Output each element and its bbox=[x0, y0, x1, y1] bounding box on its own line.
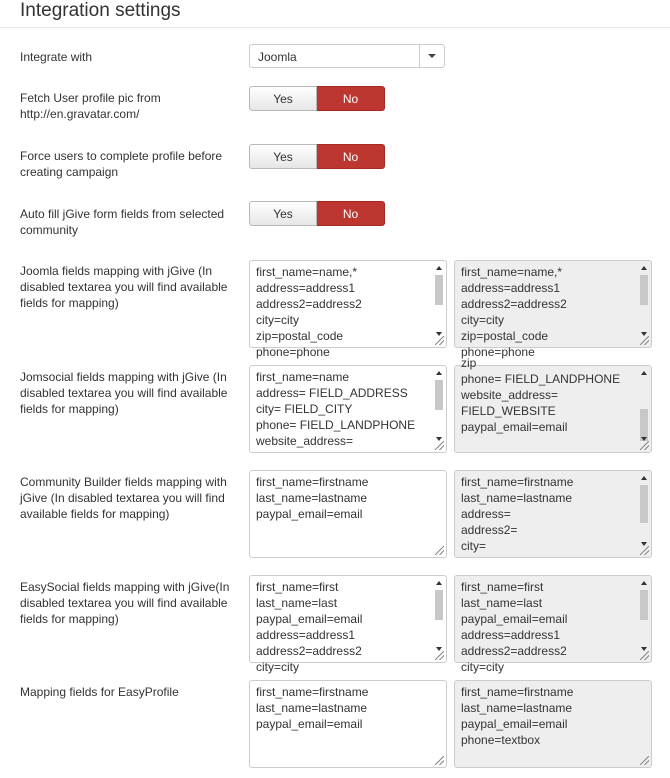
jomsocial-mapping-textarea[interactable] bbox=[249, 365, 447, 453]
easyprofile-mapping-text: first_name=firstname last_name=lastname paypal_email=email bbox=[256, 685, 369, 731]
resize-handle-icon bbox=[640, 651, 649, 660]
jomsocial-mapping-text: first_name=name address= FIELD_ADDRESS city= FIELD_CITY phone= FIELD_LANDPHONE website_address= bbox=[256, 370, 416, 448]
community-builder-mapping-textarea[interactable] bbox=[249, 470, 447, 558]
resize-handle-icon bbox=[640, 546, 649, 555]
dropdown-arrow-icon[interactable] bbox=[419, 45, 444, 67]
integrate-with-select[interactable] bbox=[249, 44, 445, 68]
resize-handle-icon[interactable] bbox=[435, 756, 444, 765]
easysocial-mapping-label: EasySocial fields mapping with jGive(In disabled textarea you will find available fields for mapping) bbox=[20, 580, 230, 626]
scrollbar[interactable] bbox=[433, 262, 445, 338]
joomla-mapping-label: Joomla fields mapping with jGive (In disabled textarea you will find available fields for mapping) bbox=[20, 264, 228, 310]
auto-fill-label: Auto fill jGive form fields from selected community bbox=[20, 207, 225, 237]
scrollbar[interactable] bbox=[638, 577, 650, 653]
easyprofile-available-fields-textarea bbox=[454, 680, 652, 768]
auto-fill-no-button[interactable]: No bbox=[317, 201, 385, 226]
joomla-mapping-textarea[interactable] bbox=[249, 260, 447, 359]
joomla-available-fields-textarea bbox=[454, 260, 652, 359]
scrollbar[interactable] bbox=[433, 577, 445, 653]
resize-handle-icon bbox=[640, 756, 649, 765]
easyprofile-mapping-label: Mapping fields for EasyProfile bbox=[20, 685, 179, 699]
joomla-available-fields-text: first_name=name,* address=address1 address2=address2 city=city zip=postal_code phone=phone bbox=[461, 265, 567, 359]
fetch-profile-pic-no-button[interactable]: No bbox=[317, 86, 385, 111]
force-complete-profile-yes-button[interactable]: Yes bbox=[249, 144, 317, 169]
easysocial-available-fields-textarea bbox=[454, 575, 652, 674]
resize-handle-icon bbox=[640, 441, 649, 450]
fetch-profile-pic-label: Fetch User profile pic from http://en.gravatar.com/ bbox=[20, 91, 161, 121]
jomsocial-available-fields-text: zip phone= FIELD_LANDPHONE website_address= FIELD_WEBSITE paypal_email=email bbox=[461, 356, 621, 434]
fetch-profile-pic-yes-button[interactable]: Yes bbox=[249, 86, 317, 111]
easysocial-mapping-textarea[interactable] bbox=[249, 575, 447, 674]
resize-handle-icon[interactable] bbox=[435, 546, 444, 555]
force-complete-profile-toggle[interactable] bbox=[249, 144, 386, 169]
easysocial-mapping-text: first_name=first last_name=last paypal_email=email address=address1 address2=address2 city=city bbox=[256, 580, 363, 674]
fetch-profile-pic-toggle[interactable] bbox=[249, 86, 386, 111]
force-complete-profile-no-button[interactable]: No bbox=[317, 144, 385, 169]
resize-handle-icon[interactable] bbox=[435, 441, 444, 450]
easyprofile-available-fields-text: first_name=firstname last_name=lastname paypal_email=email phone=textbox bbox=[461, 685, 574, 747]
resize-handle-icon[interactable] bbox=[435, 651, 444, 660]
community-builder-available-fields-textarea bbox=[454, 470, 652, 558]
section-title: Integration settings bbox=[20, 0, 181, 21]
scrollbar[interactable] bbox=[638, 472, 650, 548]
integrate-with-label: Integrate with bbox=[20, 50, 93, 64]
community-builder-available-fields-text: first_name=firstname last_name=lastname address= address2= city= bbox=[461, 475, 574, 553]
force-complete-profile-label: Force users to complete profile before creating campaign bbox=[20, 149, 223, 179]
jomsocial-mapping-label: Jomsocial fields mapping with jGive (In disabled textarea you will find available fields for mapping) bbox=[20, 370, 228, 416]
scrollbar[interactable] bbox=[433, 367, 445, 443]
auto-fill-yes-button[interactable]: Yes bbox=[249, 201, 317, 226]
community-builder-mapping-text: first_name=firstname last_name=lastname paypal_email=email bbox=[256, 475, 369, 521]
title-divider bbox=[0, 27, 670, 28]
integrate-with-value: Joomla bbox=[258, 50, 297, 64]
resize-handle-icon[interactable] bbox=[435, 336, 444, 345]
scrollbar[interactable] bbox=[638, 262, 650, 338]
easyprofile-mapping-textarea[interactable] bbox=[249, 680, 447, 768]
resize-handle-icon bbox=[640, 336, 649, 345]
jomsocial-available-fields-textarea bbox=[454, 356, 652, 453]
auto-fill-toggle[interactable] bbox=[249, 201, 386, 226]
easysocial-available-fields-text: first_name=first last_name=last paypal_email=email address=address1 address2=address2 city=city bbox=[461, 580, 568, 674]
joomla-mapping-text: first_name=name,* address=address1 address2=address2 city=city zip=postal_code phone=phone bbox=[256, 265, 362, 359]
community-builder-mapping-label: Community Builder fields mapping with jGive (In disabled textarea you will find available fields for mapping) bbox=[20, 475, 227, 521]
scrollbar[interactable] bbox=[638, 367, 650, 443]
